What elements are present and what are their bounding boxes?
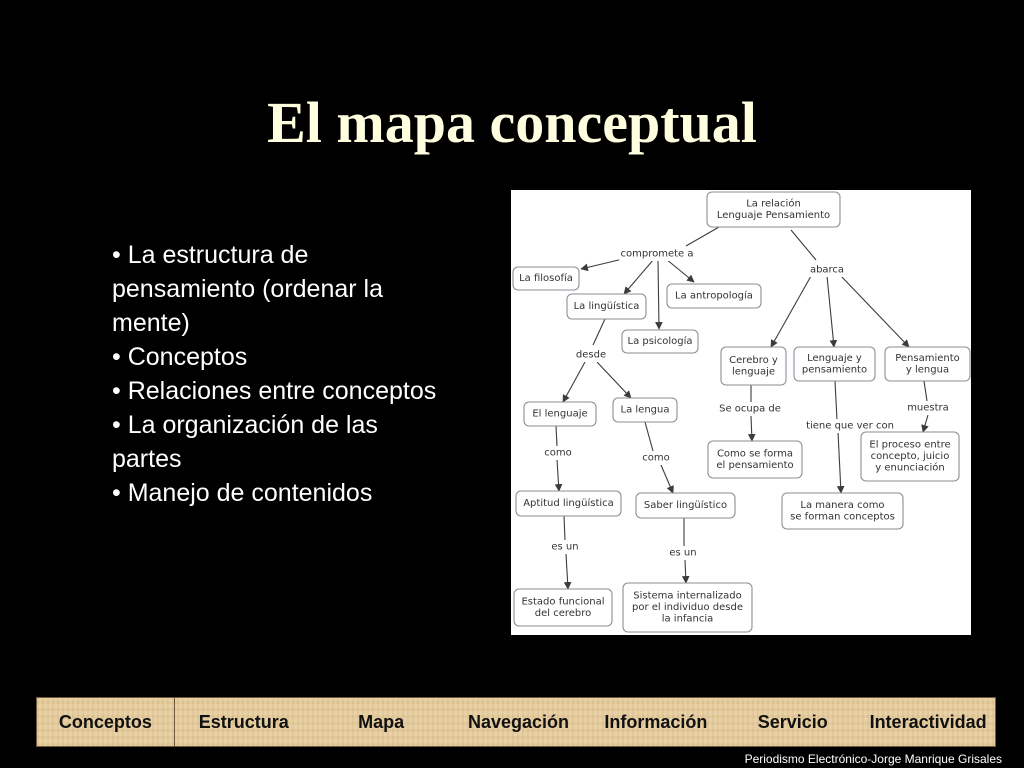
bullet-item: • La organización de las partes [112,408,442,476]
concept-map-node-cerebro [721,347,786,385]
concept-map-connector [835,381,837,420]
concept-map-node-estado [514,589,612,626]
concept-map-node-text: lenguaje [731,366,776,378]
concept-map-node-text: La antropología [675,290,753,302]
concept-map-connector [827,276,834,347]
bullet-item: • La estructura de pensamiento (ordenar la mente) [112,238,442,340]
concept-map-node-lengua [613,398,677,422]
concept-map-node-pens-lengua [885,347,970,381]
concept-map-node-text: El proceso entre [869,439,951,451]
concept-map-node-saber [636,493,735,518]
concept-map-link-label: desde [575,349,607,361]
bullet-item: • Manejo de contenidos [112,476,442,510]
concept-map-connector [557,460,559,491]
concept-map-link-label: como [544,447,572,459]
footer-credit: Periodismo Electrónico-Jorge Manrique Grisales [744,752,1002,766]
nav-servicio[interactable]: Servicio [757,711,828,732]
concept-map-node-text: La lengua [620,404,670,416]
concept-map-node-text: la infancia [661,613,714,625]
concept-map-node-text: del cerebro [534,607,592,619]
concept-map-node-text: Sistema internalizado [633,590,742,602]
concept-map-connector [597,362,631,398]
concept-map-connector [924,381,927,401]
concept-map-image [511,190,971,635]
concept-map-connector [666,259,694,282]
concept-map-link-label: tiene que ver con [806,420,894,432]
concept-map-node-antropologia [667,284,761,308]
concept-map-node-manera [782,493,903,529]
concept-map-node-text: concepto, juicio [870,451,950,462]
concept-map-link-label: abarca [809,264,845,276]
concept-map-connector [556,426,557,446]
concept-map-node-text: Aptitud lingüística [523,498,614,509]
concept-map-node-text: se forman conceptos [790,511,895,523]
nav-mapa[interactable]: Mapa [358,711,405,732]
bullet-list [112,238,442,510]
nav-interactividad[interactable]: Interactividad [869,711,987,732]
concept-map-connector [686,227,719,246]
concept-map-node-text: Estado funcional [521,596,605,608]
concept-map-node-text: y lengua [905,364,950,376]
slide-title: El mapa conceptual [267,90,757,155]
concept-map-link-label: es un [551,541,579,553]
concept-map-node-text: pensamiento [801,364,868,376]
bullet-item: • Relaciones entre conceptos [112,374,442,408]
concept-map-node-text: La psicología [627,336,693,347]
concept-map-node-text: Lenguaje Pensamiento [716,209,831,221]
concept-map-connector [564,516,565,540]
nav-informacion[interactable]: Información [604,711,708,732]
concept-map-node-text: y enunciación [875,462,945,474]
nav-conceptos[interactable]: Conceptos [37,697,175,747]
concept-map-node-text: La lingüística [573,301,640,312]
concept-map-connector [685,560,686,583]
concept-map-node-aptitud [516,491,621,516]
concept-map-connector [751,416,752,441]
bottom-navigation-bar [36,697,996,747]
concept-map-connector [661,465,673,493]
concept-map-node-sistema [623,583,752,632]
concept-map-node-lenguaje [524,402,596,426]
bullet-item: • Conceptos [112,340,442,374]
concept-map-node-text: Saber lingüístico [643,500,728,511]
concept-map-link-label: compromete a [620,248,694,260]
concept-map-link-label: como [642,452,670,464]
nav-navegacion[interactable]: Navegación [467,711,570,732]
concept-map-link-label: es un [669,547,697,559]
concept-map-node-text: La relación [746,198,801,210]
concept-map-connector [645,422,653,451]
concept-map-node-text: el pensamiento [716,459,794,471]
concept-map-connector [923,415,928,432]
concept-map-node-text: Pensamiento [895,352,960,364]
nav-estructura[interactable]: Estructura [198,711,289,732]
concept-map-connector [593,319,605,345]
concept-map-diagram [511,190,971,635]
concept-map-node-text: por el individuo desde [632,602,743,613]
concept-map-connector [771,276,811,347]
concept-map-connector [563,362,585,402]
concept-map-link-label: muestra [907,402,949,414]
concept-map-connector [838,432,841,493]
concept-map-node-psicologia [622,330,698,353]
concept-map-node-text: Lenguaje y [807,352,862,364]
concept-map-node-text: La manera como [800,499,885,511]
concept-map-connector [624,259,654,294]
concept-map-connector [566,554,568,589]
concept-map-connector [791,230,816,260]
concept-map-node-root [707,192,840,227]
concept-map-node-proceso [861,432,959,481]
concept-map-node-text: El lenguaje [532,408,588,420]
concept-map-node-lenguaje-pens [794,347,875,381]
concept-map-node-text: Cerebro y [729,354,778,366]
concept-map-node-linguistica [567,294,646,319]
concept-map-node-text: La filosofía [519,273,573,284]
concept-map-link-label: Se ocupa de [719,403,781,415]
concept-map-connector [658,260,659,329]
concept-map-connector [841,276,909,347]
concept-map-node-text: Como se forma [716,448,794,460]
concept-map-node-filosofia [513,267,579,290]
concept-map-node-como-forma [708,441,802,478]
